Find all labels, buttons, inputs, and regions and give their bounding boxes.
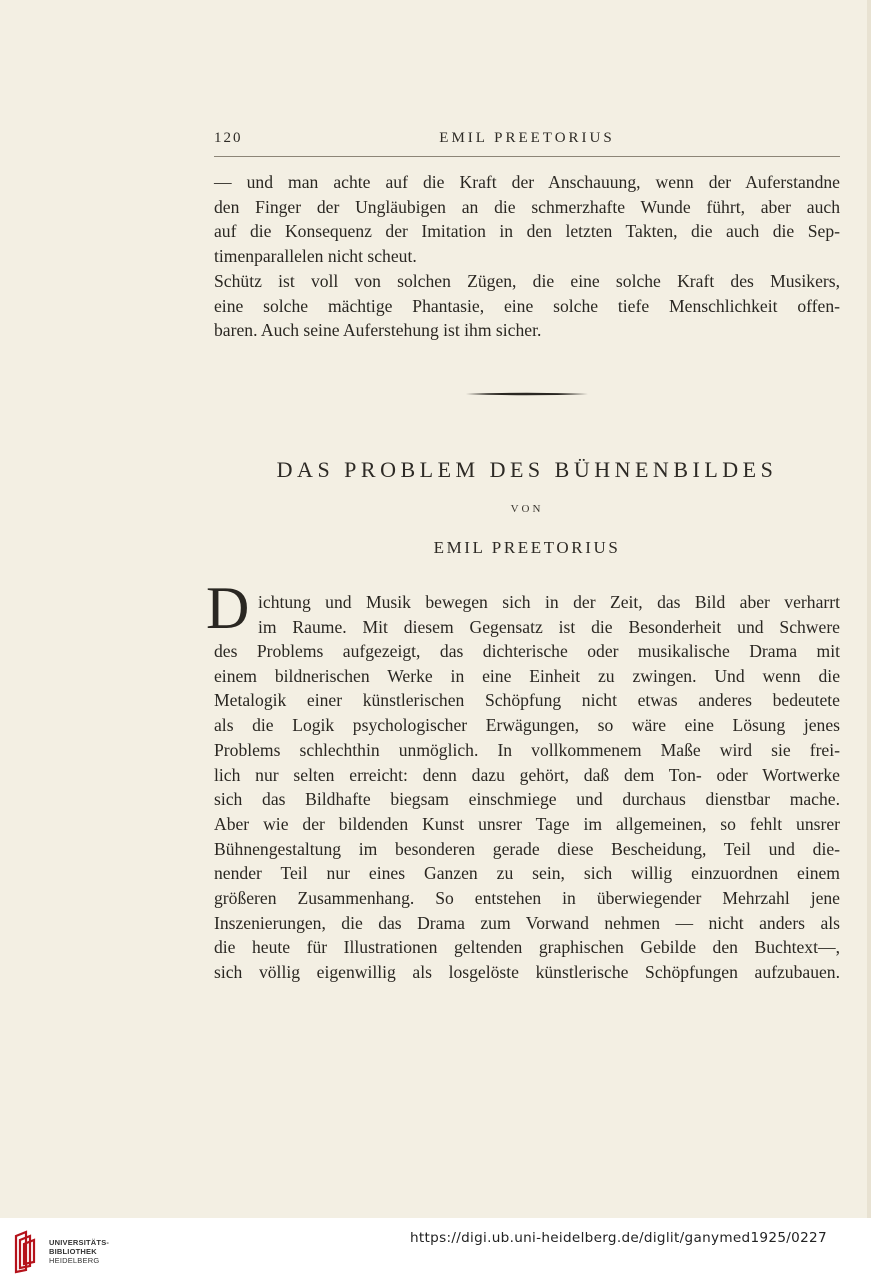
article-title: DAS PROBLEM DES BÜHNENBILDES (276, 457, 778, 482)
text-line: eine solche mächtige Phantasie, eine solche tiefe Menschlichkeit offen- (214, 295, 840, 316)
text-line: einem bildnerischen Werke in eine Einheit zu zwingen. Und wenn die (214, 665, 840, 686)
permalink-url[interactable]: https://digi.ub.uni-heidelberg.de/diglit/ganymed1925/0227 (410, 1230, 827, 1246)
text-line: Inszenierungen, die das Drama zum Vorwand nehmen — nicht anders als (214, 912, 840, 933)
text-line: Bühnengestaltung im besonderen gerade diese Bescheidung, Teil und die- (214, 838, 840, 859)
text-line: Metalogik einer künstlerischen Schöpfung nicht etwas anderes bedeutete (214, 690, 840, 711)
article-body (214, 639, 840, 985)
paragraph-1 (214, 170, 840, 269)
text-line: ichtung und Musik bewegen sich in der Zeit, das Bild aber verharrt (258, 592, 840, 612)
paragraph-2 (214, 269, 840, 343)
text-line: sich das Bildhafte biegsam einschmiege und durchaus dienstbar mache. (214, 789, 840, 810)
text-line: des Problems aufgezeigt, das dichterische oder musikalische Drama mit (214, 641, 840, 661)
text-line: nender Teil nur eines Ganzen zu sein, sich willig einzuordnen einem (214, 863, 840, 884)
text-line: Problems schlechthin unmöglich. In vollkommenem Maße wird sie frei- (214, 739, 840, 760)
text-line: die heute für Illustrationen geltenden graphischen Gebilde den Buchtext—, (214, 937, 840, 958)
ornamental-rule (466, 392, 588, 396)
text-line: timenparallelen nicht scheut. (214, 246, 417, 267)
text-line: lich nur selten erreicht: denn dazu gehört, daß dem Ton- oder Wortwerke (214, 764, 840, 785)
article-opening-lines (258, 590, 840, 639)
text-line: größeren Zusammenhang. So entstehen in überwiegender Mehrzahl jene (214, 888, 840, 909)
library-line: UNIVERSITÄTS- (49, 1238, 110, 1247)
text-line: — und man achte auf die Kraft der Anschauung, wenn der Auferstandne (214, 172, 840, 192)
viewer-footer (0, 1218, 871, 1283)
page-number: 120 (214, 130, 243, 146)
text-line: Schütz ist voll von solchen Zügen, die eine solche Kraft des Musikers, (214, 271, 840, 291)
article-author: EMIL PREETORIUS (433, 538, 621, 557)
text-line: sich völlig eigenwillig als losgelöste künstlerische Schöpfungen aufzubauen. (214, 962, 840, 983)
byline-von: VON (510, 503, 544, 515)
text-line: im Raume. Mit diesem Gegensatz ist die Besonderheit und Schwere (258, 616, 840, 637)
drop-cap: D (206, 575, 250, 641)
library-name[interactable] (49, 1238, 109, 1265)
text-line: den Finger der Ungläubigen an die schmerzhafte Wunde führt, aber auch (214, 196, 840, 217)
running-head-title: EMIL PREETORIUS (439, 130, 615, 146)
library-logo-icon[interactable] (10, 1230, 44, 1274)
header-rule (214, 156, 840, 157)
library-line: BIBLIOTHEK (49, 1247, 97, 1256)
text-line: auf die Konsequenz der Imitation in den letzten Takten, die auch die Sep- (214, 221, 840, 242)
text-line: baren. Auch seine Auferstehung ist ihm sicher. (214, 320, 542, 341)
text-line: Aber wie der bildenden Kunst unsrer Tage im allgemeinen, so fehlt unsrer (214, 813, 840, 834)
text-line: als die Logik psychologischer Erwägungen, so wäre eine Lösung jenes (214, 715, 840, 736)
library-line: HEIDELBERG (49, 1256, 100, 1265)
